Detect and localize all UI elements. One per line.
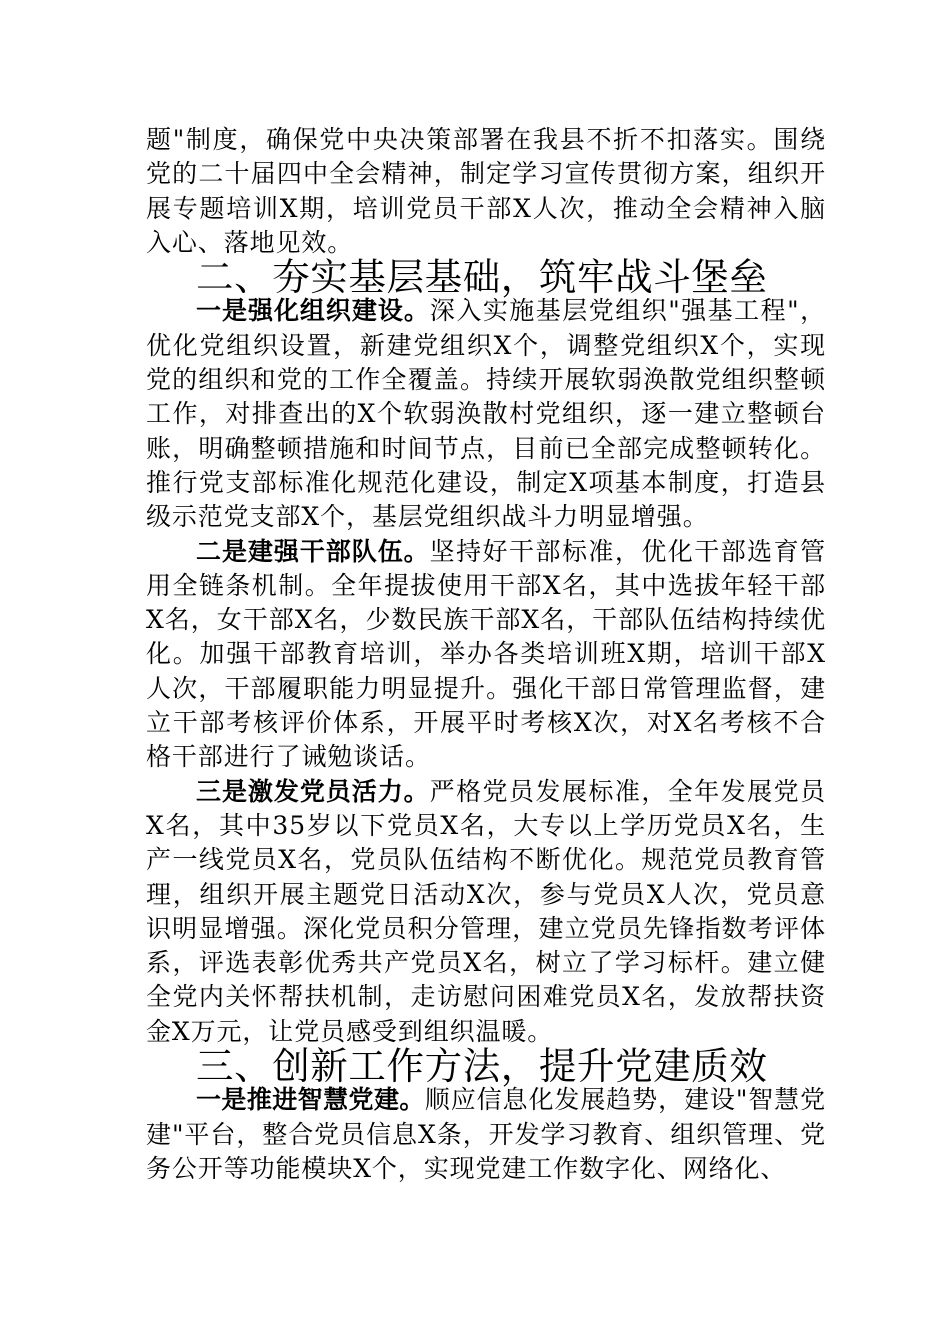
section-2-item-2-paragraph (146, 535, 826, 775)
item-lead: 三是激发党员活力。 (196, 776, 430, 806)
item-body: 严格党员发展标准，全年发展党员X名，其中35岁以下党员X名，大专以上学历党员X名，生产一线党员X名，党员队伍结构不断优化。规范党员教育管理，组织开展主题党日活动X次，参与党员X人次，党员意识明显增强。深化党员积分管理，建立党员先锋指数考评体系，评选表彰优秀共产党员X名，树立了学习标杆。建立健全党内关怀帮扶机制，走访慰问困难党员X名，发放帮扶资金X万元，让党员感受到组织温暖。 (146, 776, 826, 1046)
item-lead: 二是建强干部队伍。 (196, 536, 430, 566)
item-body: 坚持好干部标准，优化干部选育管用全链条机制。全年提拔使用干部X名，其中选拔年轻干部X名，女干部X名，少数民族干部X名，干部队伍结构持续优化。加强干部教育培训，举办各类培训班X期，培训干部X人次，干部履职能力明显提升。强化干部日常管理监督，建立干部考核评价体系，开展平时考核X次，对X名考核不合格干部进行了诫勉谈话。 (146, 536, 826, 772)
item-lead: 一是推进智慧党建。 (196, 1085, 425, 1115)
section-2-item-3-paragraph (146, 775, 826, 1049)
item-lead: 一是强化组织建设。 (196, 296, 430, 326)
section-3-item-1-paragraph (146, 1083, 826, 1186)
section-3-heading: 三、创新工作方法，提升党建质效 (196, 1044, 768, 1089)
item-body: 顺应信息化发展趋势，建设"智慧党建"平台，整合党员信息X条，开发学习教育、组织管理、党务公开等功能模块X个，实现党建工作数字化、网络化、 (146, 1085, 826, 1183)
section-2-item-1-paragraph (146, 294, 826, 534)
document-page (146, 123, 826, 1186)
section-2-heading: 二、夯实基层基础，筑牢战斗堡垒 (196, 255, 768, 300)
item-body: 深入实施基层党组织"强基工程"，优化党组织设置，新建党组织X个，调整党组织X个，实现党的组织和党的工作全覆盖。持续开展软弱涣散党组织整顿工作，对排查出的X个软弱涣散村党组织，逐一建立整顿台账，明确整顿措施和时间节点，目前已全部完成整顿转化。推行党支部标准化规范化建设，制定X项基本制度，打造县级示范党支部X个，基层党组织战斗力明显增强。 (146, 296, 826, 532)
intro-paragraph: 题"制度，确保党中央决策部署在我县不折不扣落实。围绕党的二十届四中全会精神，制定学习宣传贯彻方案，组织开展专题培训X期，培训党员干部X人次，推动全会精神入脑入心、落地见效。 (146, 125, 826, 257)
